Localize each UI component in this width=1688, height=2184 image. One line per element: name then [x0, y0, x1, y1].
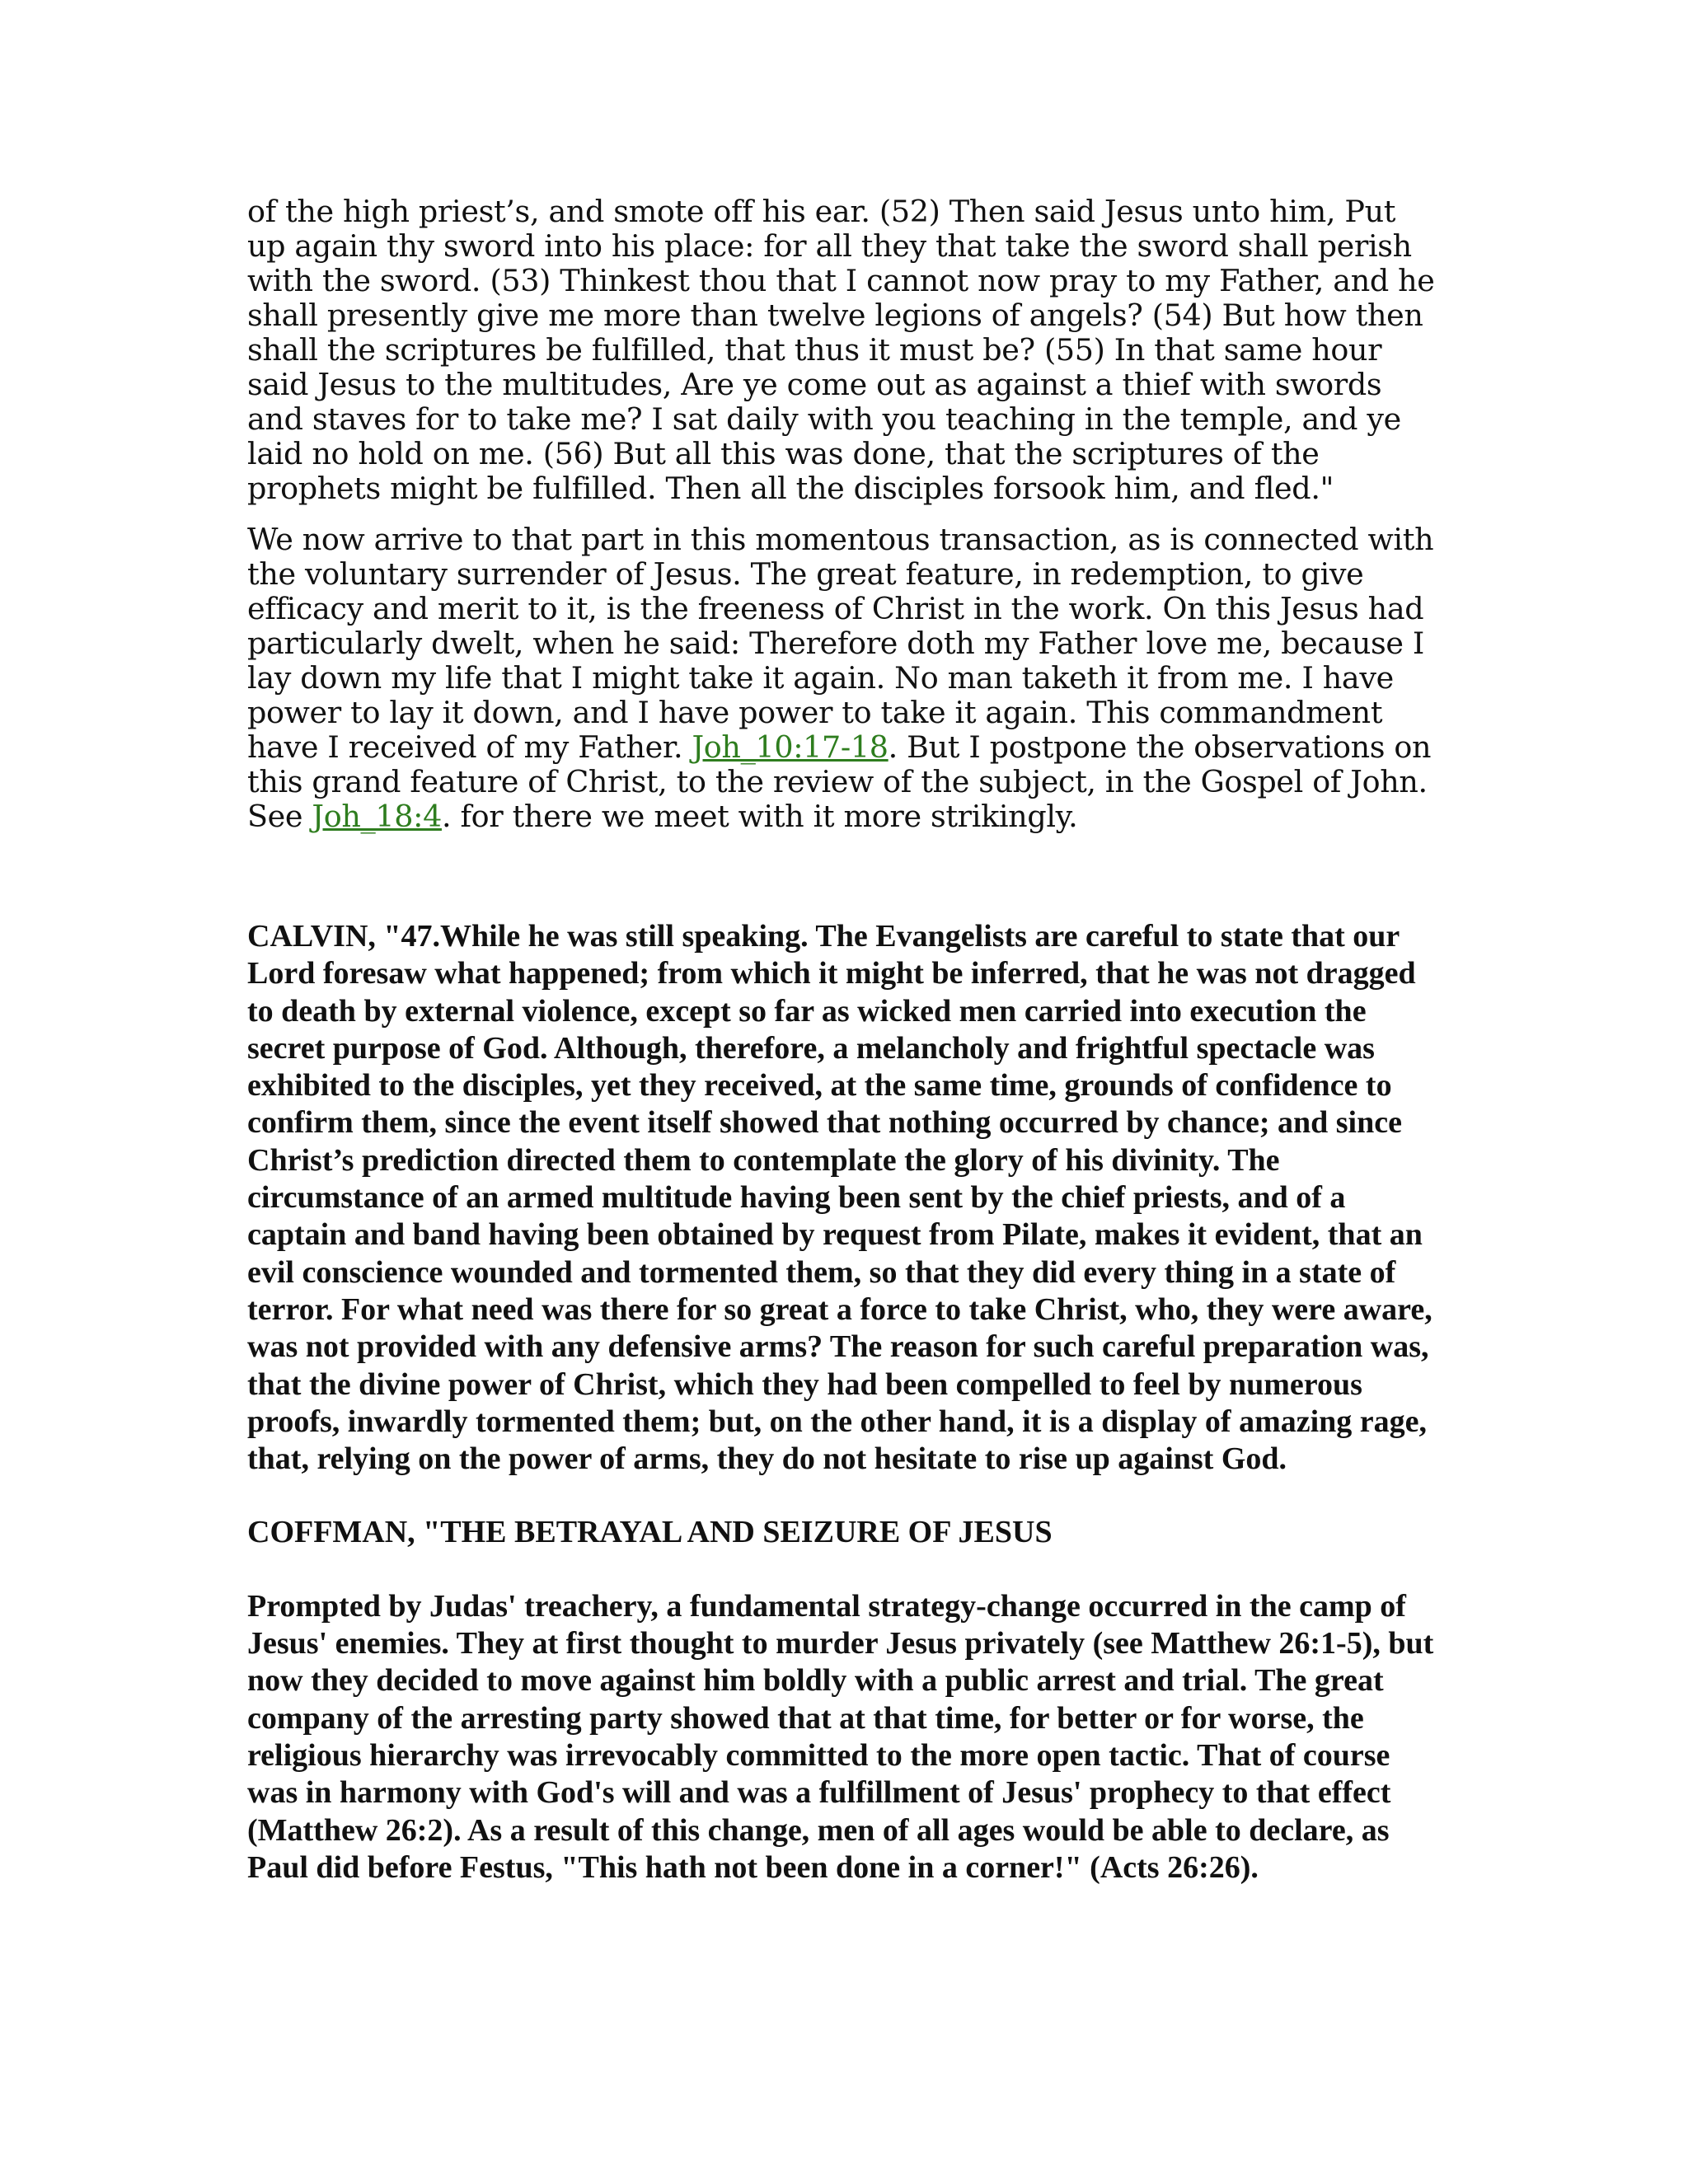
commentary-text-1: We now arrive to that part in this momentous transaction, as is connected with the voluntary surrender of Jesus. The great feature, in redemption, to give efficacy and merit to it, is the freeness of Christ in the work. On this Jesus had particularly dwelt, when he said: Therefore doth my Father love me, because I lay down my life that I might take it again. No man taketh it from me. I have power to lay it down, and I have power to take it again. This commandment have I received of my Father. — [247, 522, 1434, 765]
scripture-paragraph: of the high priest’s, and smote off his ear. (52) Then said Jesus unto him, Put up again thy sword into his place: for all they that take the sword shall perish with the sword. (53) Thinkest thou that I cannot now pray to my Father, and he shall presently give me more than twelve legions of angels? (54) But how then shall the scriptures be fulfilled, that thus it must be? (55) In that same hour said Jesus to the multitudes, Are ye come out as against a thief with swords and staves for to take me? I sat daily with you teaching in the temple, and ye laid no hold on me. (56) But all this was done, that the scriptures of the prophets might be fulfilled. Then all the disciples forsook him, and fled." — [247, 194, 1435, 506]
commentary-text-3: . for there we meet with it more strikingly. — [441, 799, 1078, 834]
commentary-paragraph — [247, 523, 1442, 834]
spacer — [247, 834, 1442, 918]
coffman-heading: COFFMAN, "THE BETRAYAL AND SEIZURE OF JESUS — [247, 1515, 1053, 1550]
spacer — [247, 1552, 1442, 1588]
spacer — [247, 506, 1442, 523]
calvin-paragraph: CALVIN, "47.While he was still speaking. The Evangelists are careful to state that our Lord foresaw what happened; from which it might be inferred, that he was not dragged to death by external violence, except so far as wicked men carried into execution the secret purpose of God. Although, therefore, a melancholy and frightful spectacle was exhibited to the disciples, yet they received, at the same time, grounds of confidence to confirm them, since the event itself showed that nothing occurred by chance; and since Christ’s prediction directed them to contemplate the glory of his divinity. The circumstance of an armed multitude having been sent by the chief priests, and of a captain and band having been obtained by request from Pilate, makes it evident, that an evil conscience wounded and tormented them, so that they did every thing in a state of terror. For what need was there for so great a force to take Christ, who, they were aware, was not provided with any defensive arms? The reason for such careful preparation was, that the divine power of Christ, which they had been compelled to feel by numerous proofs, inwardly tormented them; but, on the other hand, it is a display of amazing rage, that, relying on the power of arms, they do not hesitate to rise up against God. — [247, 919, 1432, 1477]
document-page — [247, 194, 1442, 1886]
spacer — [247, 1478, 1442, 1514]
scripture-link-john-10[interactable]: Joh_10:17-18 — [692, 729, 889, 765]
commentary-text-2: . But I postpone the observations on this grand feature of Christ, to the review of the subject, in the Gospel of John. See — [247, 729, 1432, 834]
scripture-link-john-18[interactable]: Joh_18:4 — [312, 799, 442, 834]
coffman-paragraph: Prompted by Judas' treachery, a fundamental strategy-change occurred in the camp of Jesus' enemies. They at first thought to murder Jesus privately (see Matthew 26:1-5), but now they decided to move against him boldly with a public arrest and trial. The great company of the arresting party showed that at that time, for better or for worse, the religious hierarchy was irrevocably committed to the more open tactic. That of course was in harmony with God's will and was a fulfillment of Jesus' prophecy to that effect (Matthew 26:2). As a result of this change, men of all ages would be able to declare, as Paul did before Festus, "This hath not been done in a corner!" (Acts 26:26). — [247, 1588, 1434, 1885]
